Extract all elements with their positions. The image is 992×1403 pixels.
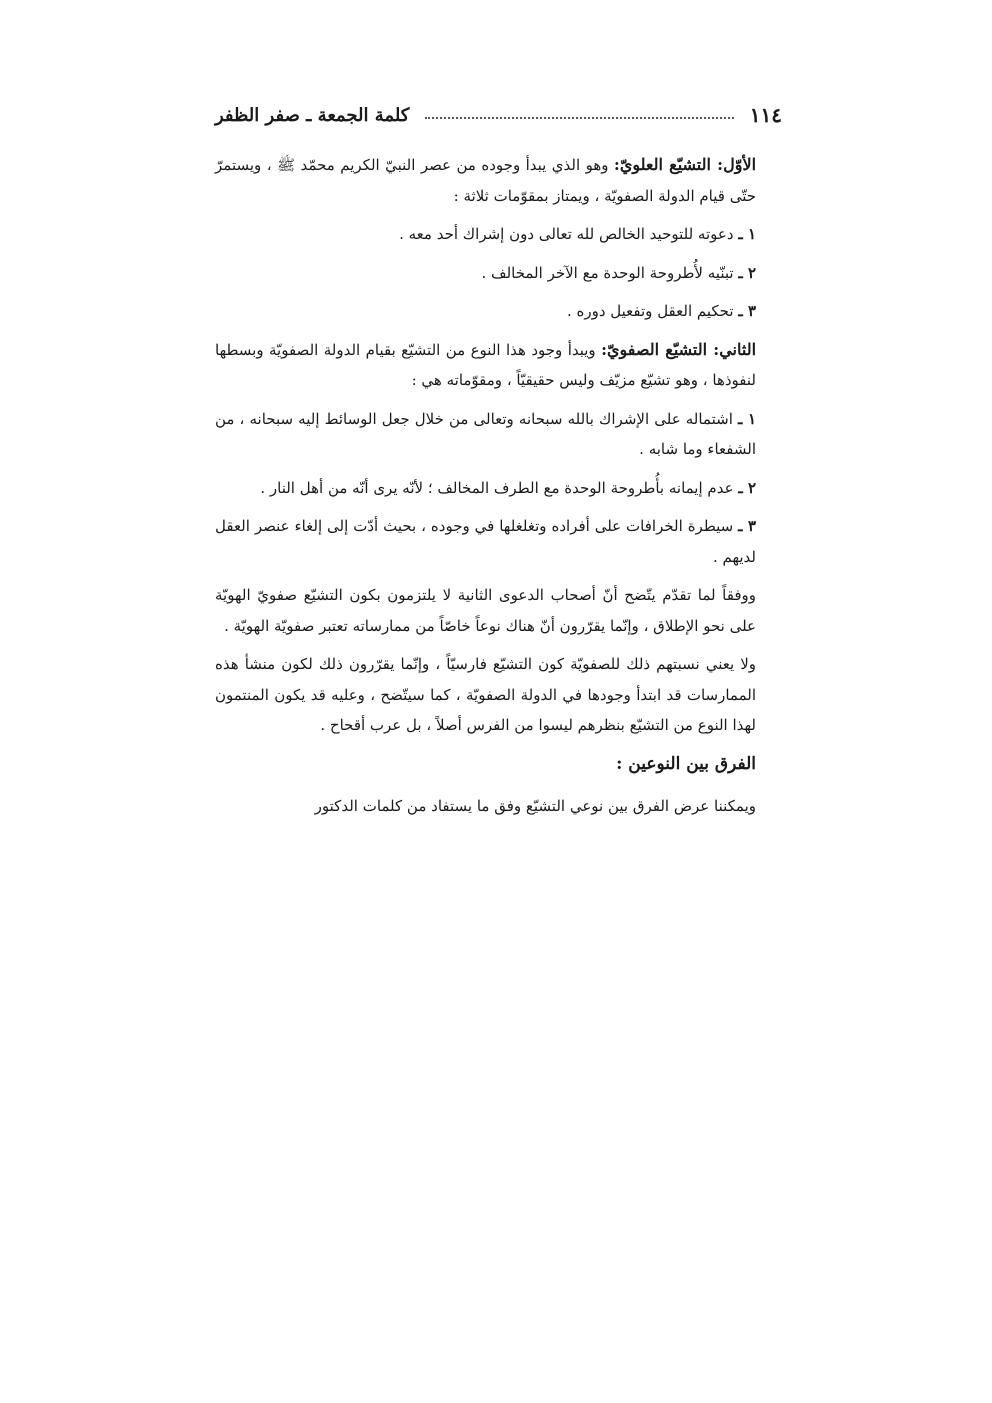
paragraph-lead: الثاني: التشيّع الصفويّ: — [601, 339, 757, 359]
list-item — [215, 404, 782, 465]
list-item — [215, 296, 782, 327]
paragraph-alawi-shiism — [215, 150, 782, 211]
page-header — [215, 103, 782, 127]
list-item-text: اشتماله على الإشراك بالله سبحانه وتعالى من خلال جعل الوسائط إليه سبحانه ، من الشفعاء وما شابه . — [215, 409, 756, 458]
list-item — [215, 511, 782, 572]
list-item — [215, 219, 782, 250]
list-item-text: دعوته للتوحيد الخالص لله تعالى دون إشراك أحد معه . — [399, 225, 739, 243]
paragraph-text: ويبدأ وجود هذا النوع من التشيّع بقيام الدولة الصفويّة وبسطها لنفوذها ، وهو تشيّع مزيّف وليس حقيقيّاً ، ومقوّماته هي : — [215, 340, 756, 389]
paragraph-explanation: ولا يعني نسبتهم ذلك للصفويّة كون التشيّع فارسيّاً ، وإنّما يقرّرون ذلك لكون منشأ هذه الممارسات قد ابتدأ وجودها في الدولة الصفويّة ، كما سيتّضح ، وعليه قد يكون المنتمون لهذا النوع من التشيّع بنظرهم ليسوا من الفرس أصلاً ، بل عرب أقحاح . — [215, 655, 756, 734]
list-item — [215, 473, 782, 504]
paragraph-text: وهو الذي يبدأ وجوده من عصر النبيّ الكريم محمّد ﷺ ، ويستمرّ حتّى قيام الدولة الصفويّة ، ويمتاز بمقوّمات ثلاثة : — [215, 156, 756, 205]
list-item-number: ٣ ـ — [738, 517, 756, 535]
paragraph-lead: الأوّل: التشيّع العلويّ: — [613, 155, 757, 174]
running-title: كلمة الجمعة ـ صفر الظفر — [215, 104, 410, 126]
list-item-text: سيطرة الخرافات على أفراده وتغلغلها في وجوده ، بحيث أدّت إلى إلغاء عنصر العقل لديهم . — [215, 517, 756, 566]
list-item-number: ٢ ـ — [738, 478, 756, 497]
section-heading: الفرق بين النوعين : — [616, 753, 756, 774]
list-item-number: ٢ ـ — [738, 263, 756, 282]
list-item-text: تبنّيه لأُطروحة الوحدة مع الآخر المخالف . — [481, 263, 739, 282]
list-item-text: عدم إيمانه بأُطروحة الوحدة مع الطرف المخالف ؛ لأنّه يرى أنّه من أهل النار . — [260, 478, 739, 497]
list-item-text: تحكيم العقل وتفعيل دوره . — [566, 302, 739, 320]
header-dotted-leader — [425, 117, 733, 119]
paragraph-safavid-shiism — [215, 335, 782, 396]
page-body — [215, 150, 782, 830]
list-item-number: ١ ـ — [738, 225, 756, 243]
paragraph-conclusion: ووفقاً لما تقدّم يتّضح أنّ أصحاب الدعوى الثانية لا يلتزمون بكون التشيّع صفويّ الهويّة على نحو الإطلاق ، وإنّما يقرّرون أنّ هناك نوعاً خاصّاً من ممارساته تعتبر صفويّة الهويّة . — [215, 586, 756, 635]
page-number: ١١٤ — [749, 103, 782, 127]
list-item — [215, 258, 782, 289]
paragraph-difference: ويمكننا عرض الفرق بين نوعي التشيّع وفق ما يستفاد من كلمات الدكتور — [314, 797, 756, 815]
list-item-number: ٣ ـ — [738, 302, 756, 320]
list-item-number: ١ ـ — [737, 409, 757, 428]
